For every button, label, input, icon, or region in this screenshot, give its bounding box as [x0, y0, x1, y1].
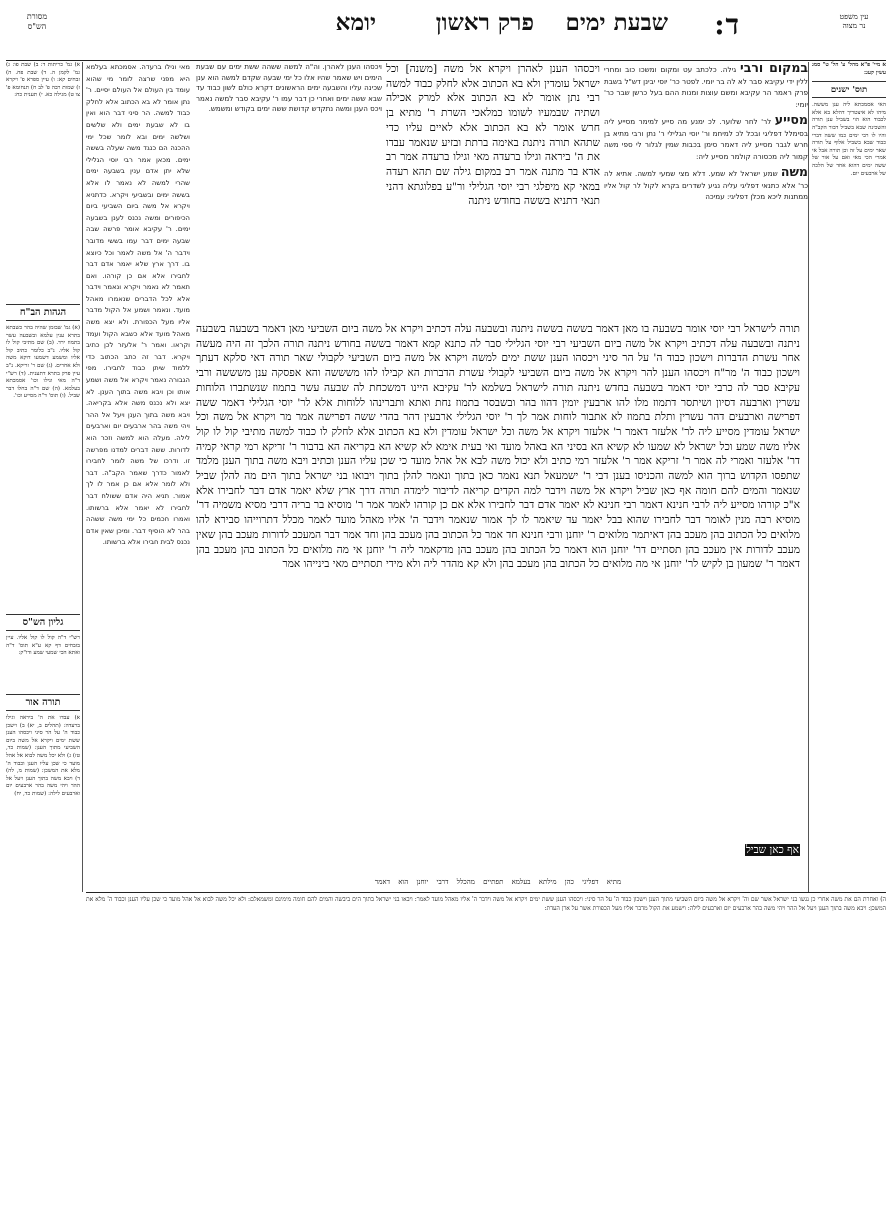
commentary-mesiya-text: לר' לחר שלוער. לכ ימנע מה סייע למימר מסייע ליה בסימלל דפליגי ובכל לכ למיחמ ור' יוסי הגלילי ר' נתן ורבי מתיא בן חרש לגבר מסייע ליה דאמר סימן בכבות שמין לגלור לי ספי משה קמור ליה מכסורה קולמר מסייע ליה:	[604, 117, 808, 161]
dibbur-hamatchil-mesiya: מסייע	[774, 112, 808, 127]
commentary-moshe-text: שמע ישראל לא שמע. דלא מצי שמעי למשה. אתיא לה כר' אלא כתנאי דפליגי עליה נגיע לשדרים בקרא לקול לר קול אליו ממתנות ליכא מכלן דפליגי: עמיכה	[604, 169, 808, 201]
chapter-name: שבעת ימים	[565, 9, 668, 36]
gilyon-title: גליון הש"ס	[6, 614, 80, 631]
gilyon-section	[6, 610, 80, 658]
mesoret-text: א) גמ' כריתות ד: ב) שבת פו: ג) גמ' לקמן ה. ד) שבת פח. ה) זבחים קא: ו) עיין ספרא פ' ויקרא ז) שמות רבה פ' לב ח) תנחומא פ' צו ט) מגילה כא. י) תענית כח:	[6, 62, 80, 99]
commentary-block-right	[604, 62, 808, 324]
gemara-main-block	[196, 322, 800, 838]
torah-or-text: א) עבדו את ה' ביראה וגילו ברעדה: (תהלים ב, יא) ב) וישכן כבוד ה' על הר סיני ויכסהו הענן ששת ימים ויקרא אל משה ביום השביעי מתוך הענן: (שמות כד, טז) ג) ולא יכל משה לבוא אל אהל מועד כי שכן עליו הענן וכבוד ה' מלא את המשכן: (שמות מ, לה) ד) ויבא משה בתוך הענן ויעל אל ההר ויהי משה בהר ארבעים יום וארבעים לילה: (שמות כד, יח)	[6, 715, 80, 797]
tosafot-yeshanim-text: האי אסמכתא ליה ענן מששה. מיהו לא איצטריך דהלא בא אלא לכבוד הוא הוי בשביל ענן תורה והשכינה שבא בשביל דבור הקב"ה והיו לו רבי ימים כמו ששה דברי כבוד שבא בשביל אלוף על תורה שאר ימים על זה וכן תורה אבל אי אמרי הכי מאי ואם על אור של ששה ימים דהוא אחד של הלכה של ארבעים יום.	[812, 102, 886, 177]
torah-or-section	[6, 690, 80, 799]
highlighted-phrase: אף כאן שביל	[745, 844, 799, 856]
gemara-paragraph-1: ויכסהו הענן לאהרן ויקרא אל משה [משנה] וכל ישראל עומדין ולא בא הכתוב אלא לחלק כבוד למשה רבי נתן אומר לא בא הכתוב אלא למרק אכילה ושתיה שבמעיו לשומו כמלאכי השרת ר' מתיא בן חרש אומר לא בא הכתוב אלא לאיים עליו כדי שתהא תורה ניתנת באימה ברתת ובזיע שנאמר עבדו את ה' ביראה וגילו ברעדה מאי וגילו ברעדה אמר רב אדא בר מתנה אמר רב במקום גילה שם תהא רעדה במאי קא מיפלגי רבי יוסי הגלילי ור"ע בפלוגתא דהני תנאי דתניא בששה בחודש ניתנה	[386, 63, 600, 208]
page-header	[0, 0, 894, 62]
ein-mishpat-title: עין משפט נר מצוה	[839, 12, 869, 30]
tosafot-yeshanim-title: תוס' ישנים	[812, 81, 886, 98]
mesoret-title: מסורת הש"ס	[26, 12, 48, 31]
right-margin-rule	[808, 62, 809, 892]
chapter-label: פרק ראשון	[435, 9, 534, 36]
gilyon-text: רש"י ד"ה קול לו קול אליו. עיין בזבחים דף קא ע"א תוס' ד"ה ואתא הכי שמעי שמע ודו"ק:	[6, 635, 80, 657]
footer-rule	[86, 892, 886, 893]
daf-number: ד:	[714, 8, 740, 41]
commentary-bimkom-text: גילה. כלכתב עט ומקום ומשכו כוב ומחרי ללין ידי עקיבא סבר לא לה בר יומי. לפטר כר' יוסי יבינן דש"ל בשבת פרק ראמר הר עקיבא ומשם עוצות ומנות ההם בעל כרשן שבר כר' יומי:	[604, 65, 808, 109]
mesoret-column	[6, 62, 80, 292]
rashi-column	[86, 62, 190, 936]
rashi-text: מאי ונילו ברעדה. אסמכתא בעלמא היא מפני שרצה לומר מי שהוא עומד בין העולם אל העולם יסיים. ר' נתן אומר לא בא הכתוב אלא לחלק כבוד למשה. הר סיני דבר הוא ואין בו לא שבעת ימים ולא שלשים ושלשה ימים ובא לומר שכל ימי ההכנה הם כנגד משה שעלה בששה ימים. מכאן אמר רבי יוסי הגלילי שלא יתן אדם ענין בשבעה ימים שהרי למשה לא נאמר לו אלא בששה ימים ובשביעי ויקרא. כדתניא ויקרא אל משה ביום השביעי ביום הכיפורים ומשה נכנס לענן בשבעה ימים. ר' עקיבא אומר פרשה שבה שבעה ימים דבר עמו בששי מדובר וידבר ה' אל משה לאמר וכל כיוצא בו. דרך ארץ שלא יאמר אדם דבר לחבירו אלא אם כן קורהו. ואם תאמר לא נאמר ויקרא ונאמר וידבר אלא לכל הדברים שנאמרו מאהל מועד. ונאמר ושמע אל הקול מדבר אליו מעל הכפורת. ולא יצא משה מאהל מועד אלא כשבא הקול ועמד וקראו. ואמר ר' אלעזר לכן כתיב ויקרא. דבר זה כתב הכתוב כדי ללמוד שיתן כבוד לחבירו. מפי הגבורה נאמר ויקרא אל משה ושמע אותו וכן ויבא משה בתוך הענן. לא יצא ולא נכנס משה אלא בקריאה. ויבא משה בתוך הענן ויעל אל ההר ויהי משה בהר ארבעים יום וארבעים לילה. מעלה הוא למשה וזכר הוא לדורות. ששה דברים למדנו מפרשה זו. ודרכו של משה לומר לחבירו לאמור כדרך שאמר הקב"ה. דבר ולא לומר אלא אם כן אמר לו לך אמור. תניא היה אדם ששולח דבר לחבירו לא יאמר אלא ברשותו. ואמרו חכמים כל ימי משה ששהה בהר לא הוסיף דבר. ומיכן שאין אדם נכנס לבית חבירו אלא ברשותו.	[86, 63, 190, 547]
dibbur-hamatchil-moshe: משה	[780, 164, 808, 179]
gemara-top-block	[386, 62, 600, 312]
hagahot-text: (א) גמ' שבזמן שהיה בהר כשבתא בתרא ענין עלמא ובשבעה עשר בתמוז ירד. (ב) שם מתיבי קול לו קול אליו. נ"ב כלומר כתיב קול אליו ומשמע דשמעו דוקא משה ולא אחרים. (ג) שם ר' זריקא. נ"ב עיין פרק בתרא דתענית. (ד) רש"י ד"ה מאי ונילו וכו' אסמכתא בעלמא. (ה) שם ד"ה בחלו דבר שביל. (ו) תוס' ד"ה מסייע וכו'.	[6, 325, 80, 400]
gemara-paragraph-2: תורה לישראל רבי יוסי אומר בשבעה בו מאן דאמר בששה בששה ניתנה ובשבעה עלה דכתיב ויקרא אל משה ביום השביעי מאן דאמר בשבעה בשבעה ניתנה ובשבעה עלה דכתיב ויקרא אל משה ביום השביעי רבי יוסי הגלילי סבר לה כתנא קמא דאמר בששה בחודש ניתנה תורה הלכך זה היה מעשה אחר עשרת הדברות וישכון כבוד ה' על הר סיני ויכסהו הענן ששת ימים למשה ויקרא אל משה ביום השביעי לקבולי שאר תורה דאי סלקא דעתך וישכון כבוד ה' מר"ח ויכסהו הענן להר ויקרא אל משה ביום השביעי לקבולי עשרת הדברות הא קבילו להו משששה והא אפסקה ענן משששה ורבי עקיבא סבר לה כרבי יוסי דאמר בשבעה בחדש ניתנה תורה לישראל בשלמא לר' עקיבא היינו דמשכחת לה שבעה עשר בתמוז שנשתברו הלוחות עשרין וארבעה דסיון ושיתסר דתמוז מלו להו ארבעין יומין דהוו בהר ובשבסר בתמוז נחת ואתא ותברינהו ללוחות אלא לר' יוסי הגלילי דאמר ששה דפרישה וארבעים דהר עשרין ותלת בתמוז לא אתבור לוחות אמר לך ר' יוסי הגלילי ארבעין דהר בהדי ששה דפרישה אמר מר ויקרא אל משה וכל ישראל עומדין מסייע ליה לר' אלעזר דאמר ר' אלעזר ויקרא אל משה וכל ישראל עומדין ולא בא הכתוב אלא לחלק לו כבוד למשה מתיבי קול לו קול אליו משה שמע וכל ישראל לא שמעו לא קשיא הא בסיני הא באהל מועד ואי בעית אימא לא קשיא הא בקריאה הא בדבור ר' זריקא רמי קראי קמיה דר' אלעזר ואמרי לה אמר ר' זריקא אמר ר' אלעזר רמי כתיב ולא יכול משה לבא אל אהל מועד כי שכן עליו הענן וכתיב ויבא משה בתוך הענן מלמד שתפסו הקדוש ברוך הוא למשה והכניסו בענן דבי ר' ישמעאל תנא נאמר כאן בתוך ונאמר להלן בתוך ויבואו בני ישראל בתוך הים מה להלן שביל שנאמר והמים להם חומה אף כאן שביל ויקרא אל משה וידבר למה הקדים קריאה לדיבור לימדה תורה דרך ארץ שלא יאמר אדם דבר לחבירו אלא א"כ קורהו מסייע ליה לרבי חנינא דאמר רבי חנינא לא יאמר אדם דבר לחבירו אלא אם כן קורהו לאמר אמר ר' מוסיא בר בריה דרבי מסיא משמיה דר' מוסיא רבה מנין לאומר דבר לחבירו שהוא בבל יאמר עד שיאמר לו לך אמור שנאמר וידבר ה' אליו מאהל מועד לאמר מכלל דתרוייהו סבירא להו מלואים כל הכתוב בהן מעכב בהן דאיתמר מלואים ר' יוחנן ורבי חנינא חד אמר כל הכתוב בהן מעכב בהן וחד אמר דבר המעכב לדורות מעכב בהן שאין מעכב לדורות אין מעכב בהן תסתיים דר' יוחנן הוא דאמר כל הכתוב בהן מעכב בהן מדקאמר ליה ר' יוחנן אי מה מלואים כל הכתוב בהן מעכב בהן דאמר ר' שמעון בן לקיש לר' יוחנן אי מה מלואים כל הכתוב בהן מעכב בהן ולא קא מהדר ליה ולא מידי תסתיים מאי בינייהו אמר	[196, 323, 800, 571]
torah-or-title: תורה אור	[6, 694, 80, 711]
hagahot-title: הגהות הב"ח	[6, 304, 80, 321]
left-inner-top	[196, 62, 382, 318]
catchwords-line: מתיא דפליגי כהן מילתא בעלמא תפתיים מהכלל דרבי יוחנן הוא דאמר	[374, 878, 622, 886]
header-rule	[6, 60, 886, 61]
gemara-highlight-row	[196, 838, 800, 858]
bottom-verses: ה) ואחרת הם את משה אחרי כן נגשו בני ישראל אשר שם וה' ויקרא אל משה ביום השביעי מתוך הענן וישכון כבוד ה' על הר סיני: ויכסהו הענן ששת ימים ויקרא אל משה וידבר ה' אליו מאהל מועד לאמר: ויבאו בני ישראל בתוך הים ביבשה והמים להם חומה מימינם ומשמאלם: ולא יכל משה לבוא אל אהל מועד כי שכן עליו הענן וכבוד ה' מלא את המשכן: ויבא משה בתוך הענן ויעל אל ההר ויהי משה בהר ארבעים יום וארבעים לילה: וישמע את הקול מדבר אליו מעל הכפורת אשר על ארן העדת:	[86, 896, 886, 912]
tractate-name: יומא	[335, 9, 376, 36]
hagahot-section	[6, 300, 80, 401]
ein-mishpat-column	[812, 62, 886, 178]
left-margin-rule	[82, 62, 83, 892]
left-inner-top-text: ויכסהו הענן לאהרן. וה"ה למשה ששהה ששת ימים עם שבעת הימים ויש שאמר שהיו אלו כל ימי שבעה שקדם למשה הוא ענן שכינה עליו והשבעה ימים הראשונים דקרא כולם לשון כבוד עד שבא ששה ימים ואחרי כן דבר עמו ר' עקיבא סבר למשה נאמר ויכס הענן ומשה נתקדש קדושת ששה ימים בקודש ומשמש.	[196, 62, 382, 114]
dibbur-hamatchil-bimkom: במקום ורבי	[740, 60, 808, 75]
ein-mishpat-entry: א מיי' פ"א מהל' ע' הל' ט" סמג עשין קעג:	[812, 62, 886, 76]
